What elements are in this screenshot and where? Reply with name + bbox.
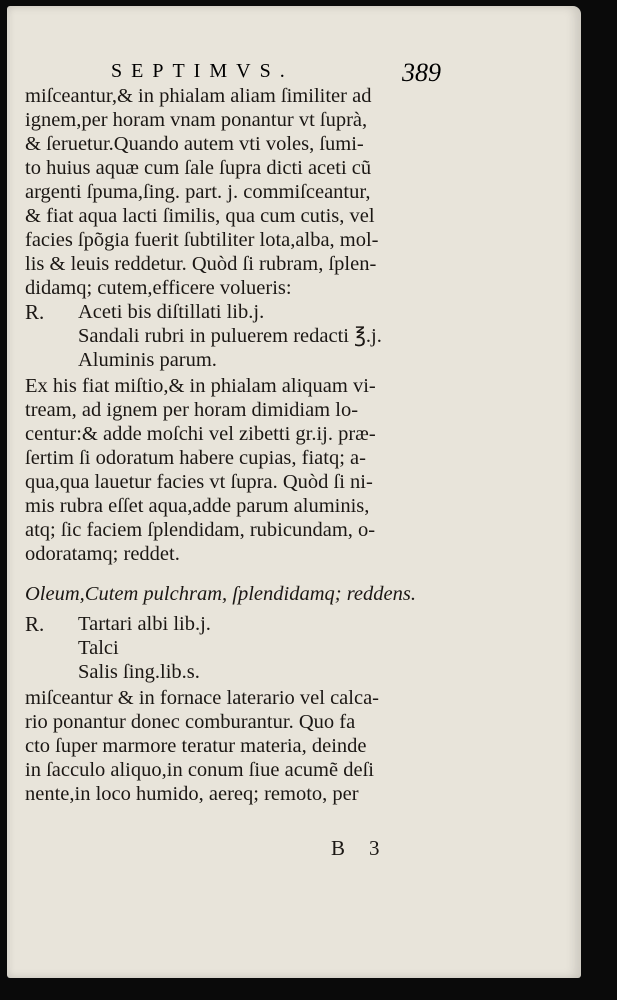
text-line: to huius aquæ cum ſale ſupra dicti aceti cũ <box>25 157 372 179</box>
text-line: didamq; cutem,efficere volueris: <box>25 277 292 299</box>
recipe-item: Salis ſing.lib.s. <box>78 661 200 683</box>
recipe-mark: R. <box>25 612 45 636</box>
book-page <box>7 6 581 978</box>
text-line: tream, ad ignem per horam dimidiam lo- <box>25 399 359 421</box>
signature-letter: B <box>331 836 346 860</box>
text-line: mis rubra eſſet aqua,adde parum aluminis, <box>25 495 370 517</box>
text-line: atq; ſic faciem ſplendidam, rubicundam, o- <box>25 519 376 541</box>
recipe-item: Aluminis parum. <box>78 349 217 371</box>
text-line: centur:& adde moſchi vel zibetti gr.ij. præ- <box>25 423 376 445</box>
text-line: facies ſpõgia fuerit ſubtiliter lota,alba, mol- <box>25 229 379 251</box>
section-heading: Oleum,Cutem pulchram, ſplendidamq; reddens. <box>25 583 416 605</box>
recipe-mark: R. <box>25 300 45 324</box>
recipe-item: Tartari albi lib.j. <box>78 613 211 635</box>
text-line: qua,qua lauetur facies vt ſupra. Quòd ſi ni- <box>25 471 373 493</box>
text-line: Ex his fiat miſtio,& in phialam aliquam vi- <box>25 375 376 397</box>
recipe-item: Aceti bis diſtillati lib.j. <box>78 301 265 323</box>
text-line: ſertim ſi odoratum habere cupias, fiatq; a- <box>25 447 366 469</box>
page-number: 389 <box>402 58 441 87</box>
text-line: rio ponantur donec comburantur. Quo fa <box>25 711 356 733</box>
signature-mark <box>331 836 404 861</box>
text-line: odoratamq; reddet. <box>25 543 180 565</box>
text-line: in ſacculo aliquo,in conum ſiue acumẽ deſi <box>25 759 374 781</box>
running-title: SEPTIMVS. <box>111 60 294 82</box>
text-line: & fiat aqua lacti ſimilis, qua cum cutis, vel <box>25 205 375 227</box>
text-line: lis & leuis reddetur. Quòd ſi rubram, ſplen- <box>25 253 377 275</box>
text-line: cto ſuper marmore teratur materia, deinde <box>25 735 367 757</box>
text-line: miſceantur,& in phialam aliam ſimiliter ad <box>25 85 372 107</box>
text-line: & ſeruetur.Quando autem vti voles, ſumi- <box>25 133 364 155</box>
signature-number: 3 <box>369 836 380 860</box>
recipe-item: Talci <box>78 637 119 659</box>
text-line: argenti ſpuma,ſing. part. j. commiſceantur, <box>25 181 371 203</box>
text-line: ignem,per horam vnam ponantur vt ſuprà, <box>25 109 368 131</box>
text-line: miſceantur & in fornace laterario vel calca- <box>25 687 379 709</box>
text-line: nente,in loco humido, aereq; remoto, per <box>25 783 359 805</box>
recipe-item: Sandali rubri in puluerem redacti ℥.j. <box>78 325 382 347</box>
